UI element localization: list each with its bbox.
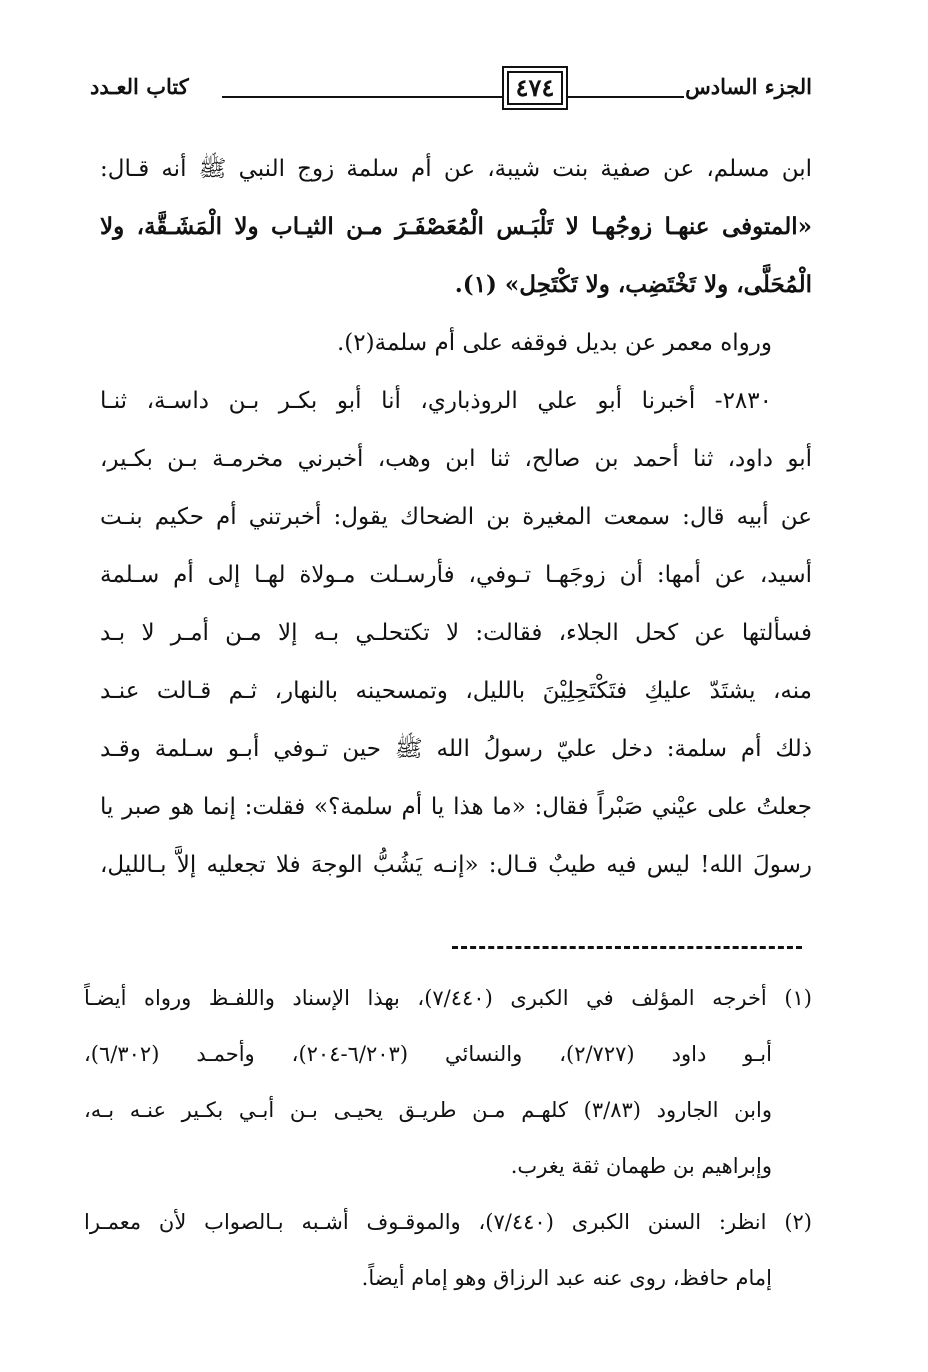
- text-line: أسيد، عن أمها: أن زوجَهـا تـوفي، فأرسـلت مـولاة لهـا إلى أم سـلمة: [100, 562, 812, 588]
- text-line: ورواه معمر عن بديل فوقفه على أم سلمة(٢).: [337, 330, 772, 356]
- text-line: فسألتها عن كحل الجلاء، فقالت: لا تكتحلـي بـه إلا مـن أمـر لا بـد: [100, 620, 812, 646]
- footnote-line: وإبراهيم بن طهمان ثقة يغرب.: [510, 1154, 772, 1178]
- text-line: أبو داود، ثنا أحمد بن صالح، ثنا ابن وهب، أخبرني مخرمـة بـن بكـير،: [100, 446, 812, 472]
- text-line: عن أبيه قال: سمعت المغيرة بن الضحاك يقول: أخبرتني أم حكيم بنـت: [100, 504, 812, 530]
- footnote-line: (٢) انظر: السنن الكبرى (٧/٤٤٠)، والموقـوف أشـبه بـالصواب لأن معمـرا: [84, 1210, 812, 1234]
- book-title: كتاب العـدد: [90, 74, 189, 99]
- text-line: «المتوفى عنهـا زوجُهـا لا تَلْبَـس الْمُعَصْفَـرَ مـن الثيـاب ولا الْمَشَـقَّة، ولا: [100, 213, 812, 240]
- main-text: [100, 140, 812, 894]
- text-line: جعلتُ على عيْني صَبْراً فقال: «ما هذا يا أم سلمة؟» فقلت: إنما هو صبر يا: [100, 794, 812, 820]
- page-number: ٤٧٤: [502, 66, 568, 110]
- footnote-line: وابن الجارود (٣/٨٣) كلهـم مـن طريـق يحيـى بـن أبـي بكـير عنـه بـه،: [84, 1098, 772, 1122]
- footnote-line: أبـو داود (٢/٧٢٧)، والنسائي (٦/٢٠٣-٢٠٤)، وأحمـد (٦/٣٠٢)،: [84, 1042, 772, 1066]
- footnote-line: (١) أخرجه المؤلف في الكبرى (٧/٤٤٠)، بهذا الإسناد واللفـظ ورواه أيضـاً: [84, 986, 812, 1010]
- part-title: الجزء السادس: [685, 74, 812, 99]
- footnote-separator: [452, 946, 802, 949]
- text-line: ابن مسلم، عن صفية بنت شيبة، عن أم سلمة زوج النبي ﷺ أنه قـال:: [100, 156, 812, 182]
- text-line: منه، يشتَدّ عليكِ فتَكْتَحِلِيْنَ بالليل، وتمسحينه بالنهار، ثـم قـالت عنـد: [100, 678, 812, 704]
- header-rule-right: [564, 96, 684, 98]
- text-line: رسولَ الله! ليس فيه طيبٌ قـال: «إنـه يَشُبُّ الوجهَ فلا تجعليه إلاَّ بـالليل،: [100, 852, 812, 878]
- footnote-line: إمام حافظ، روى عنه عبد الرزاق وهو إمام أيضاً.: [361, 1266, 772, 1290]
- header-rule-left: [222, 96, 502, 98]
- text-line: ذلك أم سلمة: دخل عليّ رسولُ الله ﷺ حين تـوفي أبـو سـلمة وقـد: [100, 736, 812, 762]
- footnotes: [84, 970, 812, 1306]
- page-header: [90, 66, 812, 110]
- text-line: الْمُحَلَّى، ولا تَخْتَضِب، ولا تَكْتَحِل» (١).: [454, 271, 812, 298]
- hadith-number-line: ٢٨٣٠- أخبرنا أبو علي الروذباري، أنا أبو بكـر بـن داسـة، ثنـا: [100, 388, 772, 414]
